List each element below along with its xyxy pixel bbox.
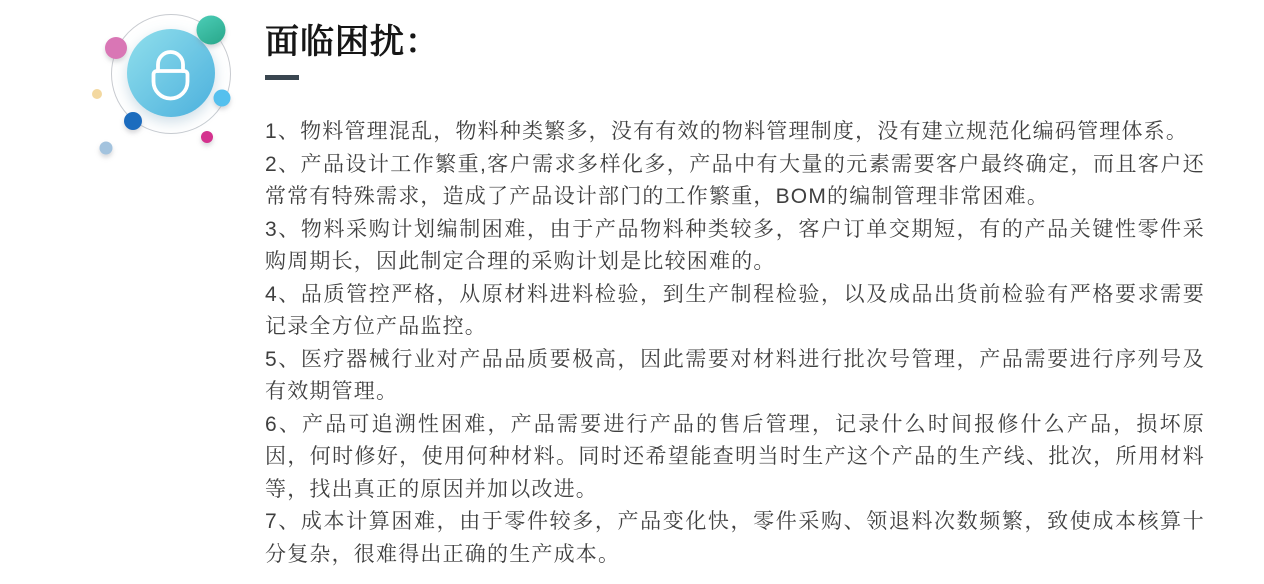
issue-item-6: 6、产品可追溯性困难，产品需要进行产品的售后管理，记录什么时间报修什么产品，损坏原因，何时修好，使用何种材料。同时还希望能查明当时生产这个产品的生产线、批次，所用材料等，找出真正的原因并加以改进。 <box>265 412 1205 501</box>
dot-teal <box>197 16 226 45</box>
dot-pink <box>105 37 127 59</box>
issue-item-2: 2、产品设计工作繁重,客户需求多样化多，产品中有大量的元素需要客户最终确定，而且客户还常常有特殊需求，造成了产品设计部门的工作繁重，BOM的编制管理非常困难。 <box>265 152 1205 208</box>
dot-pale-blue <box>100 142 113 155</box>
lock-badge-graphic <box>0 0 260 175</box>
title-underline <box>265 75 299 80</box>
dot-dark-blue <box>124 112 142 130</box>
issue-list <box>265 116 1205 571</box>
dot-magenta <box>201 131 213 143</box>
issue-item-4: 4、品质管控严格，从原材料进料检验，到生产制程检验，以及成品出货前检验有严格要求需要记录全方位产品监控。 <box>265 282 1205 338</box>
issue-item-3: 3、物料采购计划编制困难，由于产品物料种类较多，客户订单交期短，有的产品关键性零件采购周期长，因此制定合理的采购计划是比较困难的。 <box>265 217 1205 273</box>
lock-badge <box>0 0 260 175</box>
page-title: 面临困扰： <box>265 23 440 61</box>
content-section <box>265 20 1205 571</box>
issue-item-7: 7、成本计算困难，由于零件较多，产品变化快，零件采购、领退料次数频繁，致使成本核算十分复杂，很难得出正确的生产成本。 <box>265 510 1205 566</box>
dot-cream <box>92 89 102 99</box>
issue-item-5: 5、医疗器械行业对产品品质要极高，因此需要对材料进行批次号管理，产品需要进行序列号及有效期管理。 <box>265 347 1205 403</box>
issue-item-1: 1、物料管理混乱，物料种类繁多，没有有效的物料管理制度，没有建立规范化编码管理体系。 <box>265 120 1189 143</box>
lock-badge-circle <box>127 29 215 117</box>
dot-sky-blue <box>214 90 231 107</box>
